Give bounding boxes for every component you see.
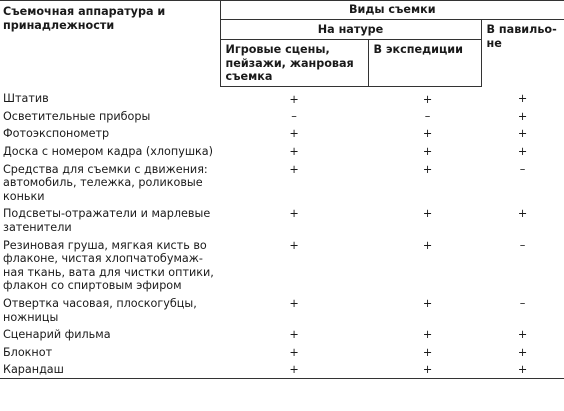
mark-expedition: + xyxy=(422,207,433,221)
mark-expedition: + xyxy=(422,328,433,342)
mark-play-scenes: + xyxy=(289,127,299,141)
mark-pavilion: + xyxy=(517,207,528,221)
mark-expedition: + xyxy=(422,297,433,310)
header-play-scenes: Игровые сцены, пейзажи, жанровая съемка xyxy=(220,40,368,87)
mark-pavilion: + xyxy=(517,127,528,141)
equipment-label: Отвертка часовая, плоскогубцы, ножницы xyxy=(3,297,197,324)
table-row xyxy=(0,294,564,325)
equipment-label: Штатив xyxy=(3,92,49,106)
mark-play-scenes: + xyxy=(289,162,299,176)
header-in-pavilion: В павильо-не xyxy=(481,20,564,87)
table-row xyxy=(0,204,564,235)
mark-expedition: + xyxy=(422,92,433,106)
mark-expedition: + xyxy=(368,360,481,378)
equipment-label: Резиновая груша, мягкая кисть во флаконе, чистая хлопчатобумаж-ная ткань, вата для чистки оптики, флакон со спиртовым эфиром xyxy=(3,238,214,293)
mark-play-scenes: – xyxy=(291,109,297,123)
equipment-label: Блокнот xyxy=(3,345,53,359)
equipment-label: Карандаш xyxy=(0,360,220,378)
table-body xyxy=(0,86,564,378)
mark-expedition: + xyxy=(422,127,433,141)
table-row xyxy=(0,107,564,125)
mark-pavilion: + xyxy=(517,92,528,106)
equipment-label: Подсветы-отражатели и марлевые затенители xyxy=(3,207,211,235)
table-header xyxy=(0,1,564,87)
mark-pavilion: + xyxy=(481,360,564,378)
mark-play-scenes: + xyxy=(289,92,299,106)
mark-play-scenes: + xyxy=(289,238,299,252)
mark-play-scenes: + xyxy=(289,145,299,159)
table-row xyxy=(0,236,564,294)
table-row xyxy=(0,86,564,107)
mark-play-scenes: + xyxy=(289,328,299,342)
mark-expedition: + xyxy=(422,345,433,359)
mark-play-scenes: + xyxy=(220,360,368,378)
equipment-label: Доска с номером кадра (хлопушка) xyxy=(3,145,214,159)
equipment-label: Сценарий фильма xyxy=(3,328,111,342)
mark-play-scenes: + xyxy=(289,297,299,310)
mark-play-scenes: + xyxy=(289,207,299,221)
mark-pavilion: + xyxy=(517,109,528,123)
mark-play-scenes: + xyxy=(289,345,299,359)
mark-pavilion: + xyxy=(517,345,528,359)
mark-expedition: + xyxy=(422,162,433,176)
header-expedition: В экспедиции xyxy=(368,40,481,87)
table-row xyxy=(0,124,564,142)
table-row xyxy=(0,360,564,378)
table-row xyxy=(0,325,564,343)
mark-pavilion: + xyxy=(517,145,528,159)
header-on-location: На натуре xyxy=(220,20,481,40)
equipment-label: Фотоэкспонометр xyxy=(3,127,110,141)
mark-pavilion: + xyxy=(517,328,528,342)
table-row xyxy=(0,160,564,205)
table-row xyxy=(0,142,564,160)
mark-expedition: – xyxy=(424,109,431,123)
header-equipment: Съемочная аппаратура и принадлежности xyxy=(3,5,166,32)
table-row xyxy=(0,343,564,361)
mark-pavilion: – xyxy=(519,297,526,310)
mark-expedition: + xyxy=(422,238,433,252)
equipment-label: Осветительные приборы xyxy=(3,109,151,123)
header-shooting-types: Виды съемки xyxy=(220,1,564,20)
mark-pavilion: – xyxy=(519,238,526,252)
mark-expedition: + xyxy=(422,145,433,159)
equipment-label: Средства для съемки с движения: автомобиль, тележка, роликовые коньки xyxy=(3,162,208,203)
mark-pavilion: – xyxy=(519,162,526,176)
